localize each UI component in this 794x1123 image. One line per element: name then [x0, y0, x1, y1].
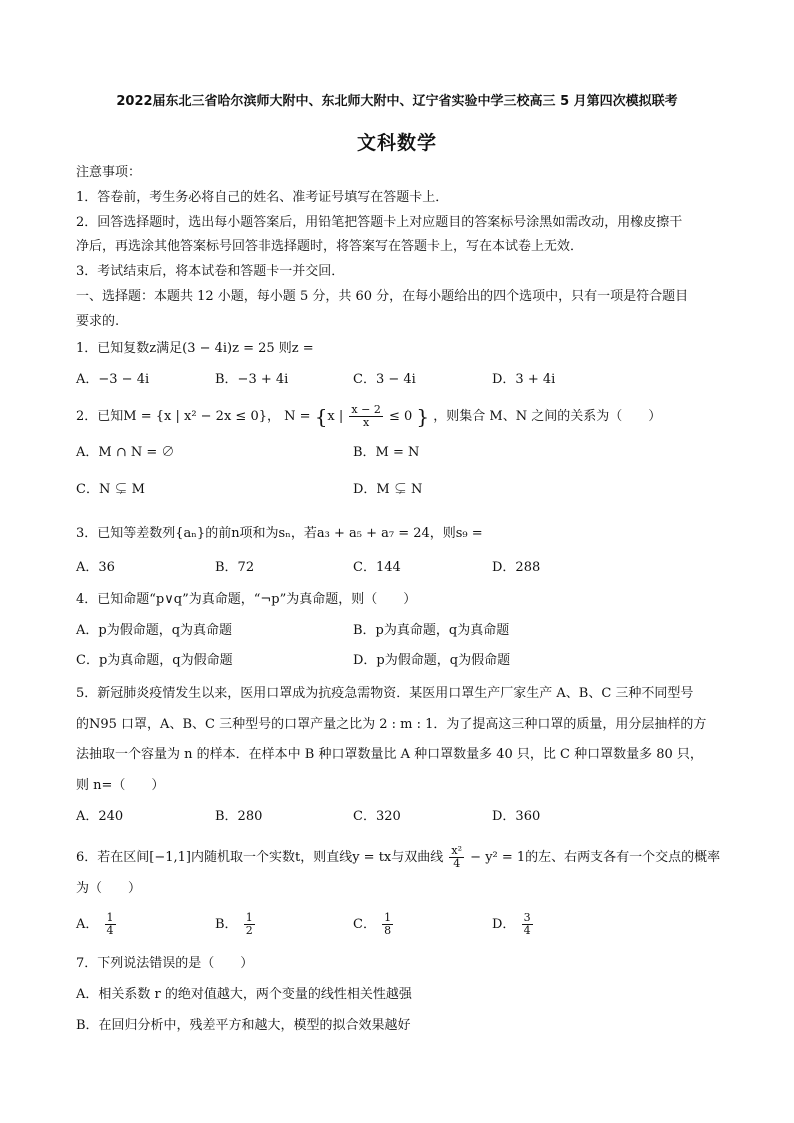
q2-prefix: 2．已知M = {x | x² − 2x ≤ 0}， [76, 409, 280, 424]
q6-opt-num: 1 [384, 911, 392, 924]
q6-opt-den: 4 [523, 924, 531, 937]
question-7: 7．下列说法错误的是（ ） [76, 956, 254, 971]
notes-heading: 注意事项： [76, 165, 142, 180]
q4-option-b: B．p为真命题，q为真命题 [353, 623, 510, 638]
q1-option-b: B．−3 + 4i [215, 372, 289, 387]
q4-option-d: D．p为假命题，q为假命题 [353, 653, 511, 668]
section-heading-cont: 要求的. [76, 314, 120, 329]
q3-option-c: C．144 [353, 560, 401, 575]
note-item: 2．回答选择题时，选出每小题答案后，用铅笔把答题卡上对应题目的答案标号涂黑如需改动，用橡皮擦干 [76, 215, 683, 230]
q2-frac-num: x − 2 [351, 403, 381, 416]
subject-title: 文科数学 [356, 132, 437, 154]
q2-option-b: B．M = N [353, 445, 420, 460]
section-heading: 一、选择题：本题共 12 小题，每小题 5 分，共 60 分，在每小题给出的四个选项中，只有一项是符合题目 [76, 289, 689, 304]
note-item: 净后，再选涂其他答案标号回答非选择题时，将答案写在答题卡上，写在本试卷上无效． [76, 239, 584, 254]
q2-option-a: A．M ∩ N = ∅ [76, 445, 175, 460]
q6-fraction [449, 845, 464, 870]
right-brace: } [416, 404, 430, 429]
q5-option-d: D．360 [492, 809, 541, 824]
q2-fraction [349, 404, 382, 429]
q7-option-b: B．在回归分析中，残差平方和越大，模型的拟合效果越好 [76, 1018, 411, 1033]
q2-suffix: ，则集合 M、N 之间的关系为（ ） [433, 409, 662, 424]
q6-option-c [353, 912, 395, 937]
q6-option-label: D． [492, 917, 516, 932]
q2-n-label: N = [284, 409, 311, 424]
question-5-line: 5．新冠肺炎疫情发生以来，医用口罩成为抗疫急需物资．某医用口罩生产厂家生产 A、B、C 三种不同型号 [76, 686, 694, 701]
question-5-line: 法抽取一个容量为 n 的样本．在样本中 B 种口罩数量比 A 种口罩数量多 40 只，比 C 种口罩数量多 80 只， [76, 747, 703, 762]
question-6-cont: 为（ ） [76, 881, 142, 896]
q3-option-d: D．288 [492, 560, 541, 575]
question-5-line: 则 n=（ ） [76, 778, 165, 793]
q4-option-c: C．p为真命题，q为假命题 [76, 653, 233, 668]
q6-opt-num: 1 [245, 911, 253, 924]
q6-opt-den: 2 [245, 924, 253, 937]
q6-opt-den: 8 [384, 924, 392, 937]
question-5-line: 的N95 口罩，A、B、C 三种型号的口罩产量之比为 2 : m : 1．为了提高这三种口罩的质量，用分层抽样的方 [76, 717, 707, 732]
question-4: 4．已知命题“p∨q”为真命题，“¬p”为真命题，则（ ） [76, 592, 417, 607]
q6-option-d [492, 912, 535, 937]
q1-option-d: D．3 + 4i [492, 372, 556, 387]
q6-opt-den: 4 [106, 924, 114, 937]
q6-opt-num: 3 [523, 911, 531, 924]
left-brace: { [314, 404, 328, 429]
q5-option-c: C．320 [353, 809, 401, 824]
q2-frac-den: x [363, 416, 370, 429]
note-item: 3．考试结束后，将本试卷和答题卡一并交回． [76, 264, 345, 279]
q6-frac-den: 4 [453, 857, 461, 870]
q4-option-a: A．p为假命题，q为真命题 [76, 623, 233, 638]
q2-option-c: C．N ⊊ M [76, 482, 145, 497]
question-1: 1．已知复数z满足(3 − 4i)z = 25 则z = [76, 341, 314, 356]
q6-option-label: B． [215, 917, 238, 932]
q6-frac-num: x² [451, 844, 463, 857]
q3-option-b: B．72 [215, 560, 255, 575]
q1-option-c: C．3 − 4i [353, 372, 416, 387]
question-2: 2．已知M = {x | x² − 2x ≤ 0}， N = {x | $\frac{x - 2}{x}$ ≤ 0 } ，则集合 M、N 之间的关系为（ ） [76, 403, 662, 429]
q6-opt-num: 1 [106, 911, 114, 924]
q3-option-a: A．36 [76, 560, 115, 575]
q6-option-label: A． [76, 917, 99, 932]
q6-option-b [215, 912, 257, 937]
exam-title: 2022届东北三省哈尔滨师大附中、东北师大附中、辽宁省实验中学三校高三 5 月第四次模拟联考 [116, 94, 678, 109]
q6-prefix: 6．若在区间[−1,1]内随机取一个实数t，则直线y = tx与双曲线 [76, 850, 444, 865]
q6-option-label: C． [353, 917, 376, 932]
q2-option-d: D．M ⊊ N [353, 482, 423, 497]
question-3: 3．已知等差数列{aₙ}的前n项和为sₙ，若a₃ + a₅ + a₇ = 24，则s₉ = [76, 526, 483, 541]
q7-option-a: A．相关系数 r 的绝对值越大，两个变量的线性相关性越强 [76, 987, 412, 1002]
q1-option-a: A．−3 − 4i [76, 372, 150, 387]
q6-suffix: − y² = 1的左、右两支各有一个交点的概率 [470, 850, 721, 865]
question-6 [76, 845, 720, 870]
q5-option-b: B．280 [215, 809, 263, 824]
q2-n-right: ≤ 0 [388, 409, 413, 424]
q6-option-a [76, 912, 118, 937]
q5-option-a: A．240 [76, 809, 124, 824]
note-item: 1．答卷前，考生务必将自己的姓名、准考证号填写在答题卡上． [76, 190, 449, 205]
